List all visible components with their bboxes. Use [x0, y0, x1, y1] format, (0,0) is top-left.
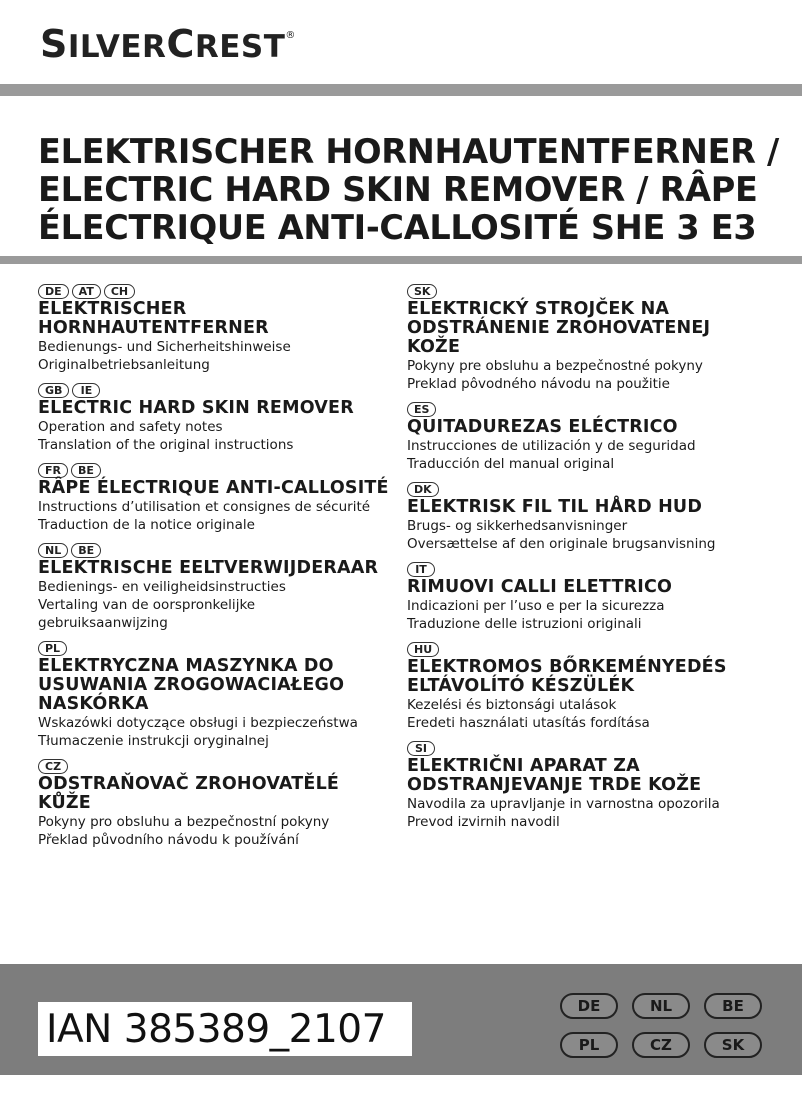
- country-badge: PL: [38, 641, 67, 656]
- section-title-line: ELTÁVOLÍTÓ KÉSZÜLÉK: [407, 676, 635, 696]
- section-text-line: Operation and safety notes: [38, 419, 223, 435]
- language-section: [38, 383, 398, 454]
- left-language-column: [38, 284, 398, 858]
- right-language-column: [407, 284, 792, 840]
- ian-number: IAN 385389_2107: [38, 1002, 412, 1056]
- country-badge: GB: [38, 383, 69, 398]
- page-title: [38, 133, 779, 247]
- section-title-line: ELEKTRIČNI APARAT ZA: [407, 756, 640, 776]
- section-text-line: Oversættelse af den originale brugsanvisning: [407, 536, 716, 552]
- middle-divider-band: [0, 256, 802, 264]
- country-badges: [38, 641, 398, 656]
- country-badges: [407, 562, 792, 577]
- section-title: [38, 479, 398, 498]
- country-badges: [407, 402, 792, 417]
- country-badge: CH: [104, 284, 135, 299]
- country-badge: AT: [72, 284, 101, 299]
- language-section: [407, 284, 792, 393]
- section-text-line: Eredeti használati utasítás fordítása: [407, 715, 650, 731]
- section-text-line: Indicazioni per l’uso e per la sicurezza: [407, 598, 665, 614]
- section-text-line: Traducción del manual original: [407, 456, 615, 472]
- language-section: [407, 642, 792, 732]
- country-badge: ES: [407, 402, 436, 417]
- country-badges: [38, 284, 398, 299]
- country-badges: [407, 284, 792, 299]
- section-title: [38, 399, 398, 418]
- language-section: [407, 562, 792, 633]
- section-title-line: RÂPE ÉLECTRIQUE ANTI-CALLOSITÉ: [38, 478, 389, 498]
- language-section: [407, 741, 792, 831]
- section-title-line: KOŽE: [407, 337, 461, 357]
- section-text-line: gebruiksaanwijzing: [38, 615, 168, 631]
- section-text-line: Traduzione delle istruzioni originali: [407, 616, 642, 632]
- country-badges: [38, 463, 398, 478]
- section-title: [407, 498, 792, 517]
- country-badges: [407, 642, 792, 657]
- title-line: ELEKTRISCHER HORNHAUTENTFERNER /: [38, 132, 779, 171]
- footer-country-badge: PL: [560, 1032, 618, 1058]
- section-title-line: ELEKTRISK FIL TIL HÅRD HUD: [407, 497, 703, 517]
- section-title-line: QUITADUREZAS ELÉCTRICO: [407, 417, 678, 437]
- country-badge: NL: [38, 543, 68, 558]
- country-badge: SK: [407, 284, 437, 299]
- section-text-line: Traduction de la notice originale: [38, 517, 255, 533]
- section-title-line: USUWANIA ZROGOWACIAŁEGO: [38, 675, 345, 695]
- section-text-line: Tłumaczenie instrukcji oryginalnej: [38, 733, 269, 749]
- country-badges: [407, 482, 792, 497]
- section-title-line: ODSTRÁNENIE ZROHOVATENEJ: [407, 318, 711, 338]
- country-badge: CZ: [38, 759, 68, 774]
- footer-country-badge: BE: [704, 993, 762, 1019]
- section-title-line: ELEKTRICKÝ STROJČEK NA: [407, 299, 670, 319]
- country-badge: FR: [38, 463, 68, 478]
- language-section: [38, 759, 398, 849]
- section-title: [407, 300, 792, 357]
- section-text-line: Brugs- og sikkerhedsanvisninger: [407, 518, 628, 534]
- country-badge: BE: [71, 543, 101, 558]
- section-title: [407, 418, 792, 437]
- country-badges: [38, 543, 398, 558]
- country-badge: IE: [72, 383, 100, 398]
- section-title-line: KŮŽE: [38, 793, 91, 813]
- section-title: [407, 757, 792, 795]
- section-title-line: NASKÓRKA: [38, 694, 149, 714]
- section-title: [407, 578, 792, 597]
- section-text-line: Pokyny pre obsluhu a bezpečnostné pokyny: [407, 358, 703, 374]
- section-title-line: ELEKTROMOS BŐRKEMÉNYEDÉS: [407, 657, 727, 677]
- country-badge: SI: [407, 741, 435, 756]
- footer-country-badge: CZ: [632, 1032, 690, 1058]
- section-title-line: RIMUOVI CALLI ELETTRICO: [407, 577, 673, 597]
- section-text-line: Překlad původního návodu k používání: [38, 832, 299, 848]
- section-text-line: Preklad pôvodného návodu na použitie: [407, 376, 670, 392]
- section-title: [407, 658, 792, 696]
- section-title-line: ODSTRANJEVANJE TRDE KOŽE: [407, 775, 702, 795]
- language-section: [407, 482, 792, 553]
- section-title-line: ODSTRAŇOVAČ ZROHOVATĚLÉ: [38, 774, 340, 794]
- country-badge: DK: [407, 482, 439, 497]
- section-text-line: Bedienings- en veiligheidsinstructies: [38, 579, 286, 595]
- section-text-line: Wskazówki dotyczące obsługi i bezpieczeństwa: [38, 715, 358, 731]
- language-section: [38, 463, 398, 534]
- section-title-line: ELEKTRISCHE EELTVERWIJDERAAR: [38, 558, 379, 578]
- top-divider-band: [0, 84, 802, 96]
- section-title-line: HORNHAUTENTFERNER: [38, 318, 269, 338]
- language-section: [38, 641, 398, 750]
- section-text-line: Instructions d’utilisation et consignes de sécurité: [38, 499, 371, 515]
- section-text-line: Bedienungs- und Sicherheitshinweise: [38, 339, 291, 355]
- country-badge: IT: [407, 562, 435, 577]
- section-text-line: Instrucciones de utilización y de seguridad: [407, 438, 696, 454]
- section-title-line: ELEKTRYCZNA MASZYNKA DO: [38, 656, 334, 676]
- country-badges: [407, 741, 792, 756]
- section-text-line: Prevod izvirnih navodil: [407, 814, 560, 830]
- section-title: [38, 559, 398, 578]
- section-text-line: Kezelési és biztonsági utalások: [407, 697, 617, 713]
- country-badge: BE: [71, 463, 101, 478]
- section-title: [38, 657, 398, 714]
- section-text-line: Pokyny pro obsluhu a bezpečnostní pokyny: [38, 814, 330, 830]
- section-title-line: ELECTRIC HARD SKIN REMOVER: [38, 398, 354, 418]
- language-section: [38, 284, 398, 374]
- footer-country-badge: SK: [704, 1032, 762, 1058]
- country-badges: [38, 759, 398, 774]
- language-section: [38, 543, 398, 632]
- footer-country-badge: DE: [560, 993, 618, 1019]
- title-line: ELECTRIC HARD SKIN REMOVER / RÂPE: [38, 170, 758, 209]
- country-badge: HU: [407, 642, 439, 657]
- footer-country-badge: NL: [632, 993, 690, 1019]
- country-badges: [38, 383, 398, 398]
- language-section: [407, 402, 792, 473]
- section-title: [38, 775, 398, 813]
- country-badge: DE: [38, 284, 69, 299]
- section-text-line: Originalbetriebsanleitung: [38, 357, 210, 373]
- title-line: ÉLECTRIQUE ANTI-CALLOSITÉ SHE 3 E3: [38, 208, 757, 247]
- section-title: [38, 300, 398, 338]
- footer-country-badges: [560, 993, 762, 1058]
- section-title-line: ELEKTRISCHER: [38, 299, 187, 319]
- silvercrest-logo: SILVERCREST®: [40, 22, 296, 66]
- section-text-line: Translation of the original instructions: [38, 437, 294, 453]
- section-text-line: Navodila za upravljanje in varnostna opozorila: [407, 796, 720, 812]
- section-text-line: Vertaling van de oorspronkelijke: [38, 597, 256, 613]
